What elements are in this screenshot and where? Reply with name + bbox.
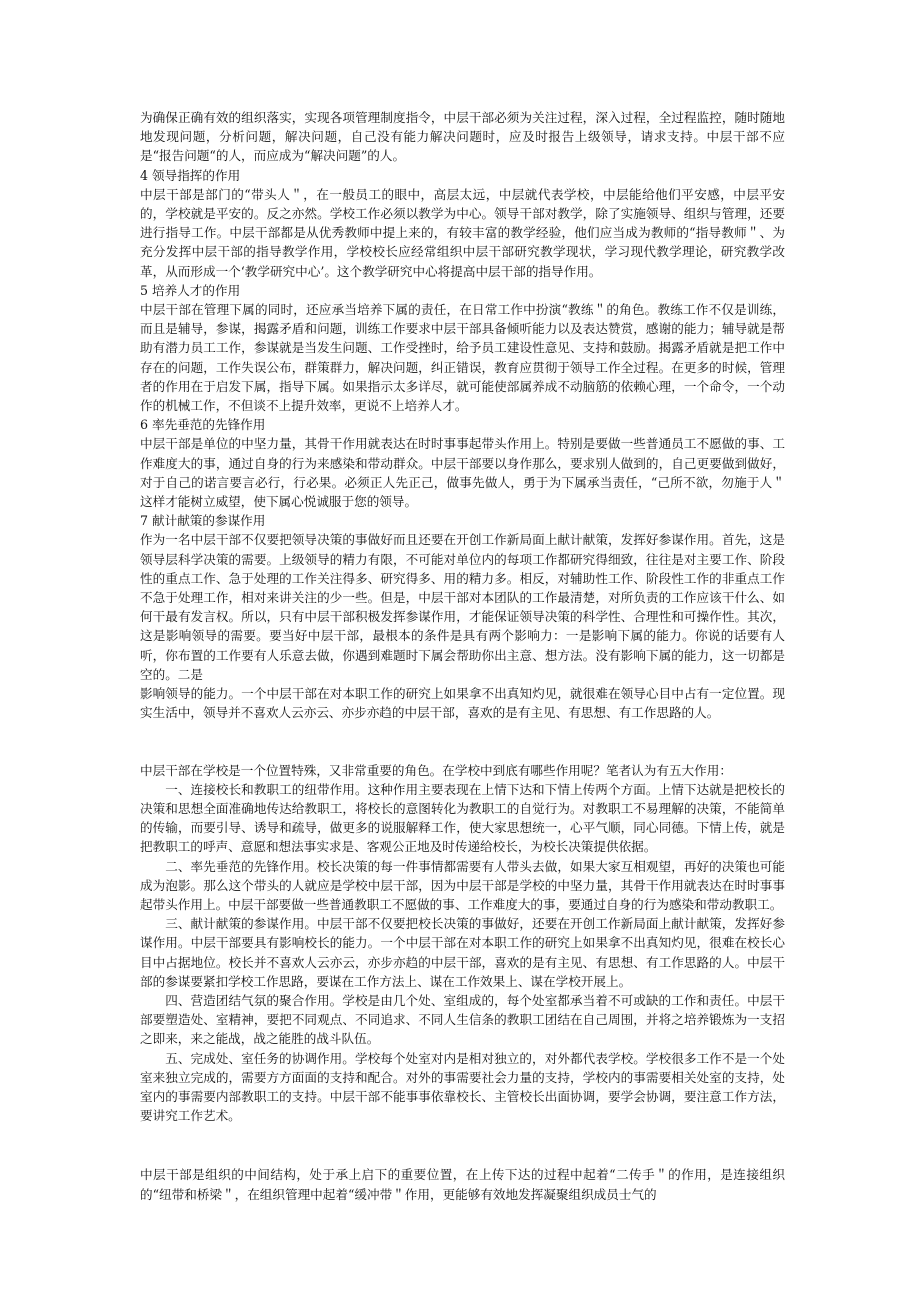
paragraph-school-intro: 中层干部在学校是一个位置特殊，又非常重要的角色。在学校中到底有哪些作用呢？笔者认为有五大作用： bbox=[140, 762, 732, 778]
paragraph-talent-cultivation: 中层干部在管理下属的同时，还应承当培养下属的责任，在日常工作中扮演“教练＂的角色。教练工作不仅是训练，而且是辅导，参谋，揭露矛盾和问题，训练工作要求中层干部具备倾听能力以及表达赞赏，感谢的能力；辅导就是帮助有潜力员工工作，参谋就是当发生问题、工作受挫时，给予员工建设性意见、支持和鼓励。揭露矛盾就是把工作中存在的问题，工作失误公布，群策群力，解决问题，纠正错误，教育应贯彻于领导工作全过程。在更多的时候，管理者的作用在于启发下属，指导下属。如果指示太多详尽，就可能使部属养成不动脑筋的依赖心理，一个命令，一个动作的机械工作，不但谈不上提升效率，更说不上培养人才。 bbox=[140, 302, 785, 414]
section-school-roles bbox=[140, 761, 785, 1126]
paragraph-lead-by-example: 中层干部是单位的中坚力量，其骨干作用就表达在时时事事起带头作用上。特别是要做一些普通员工不愿做的事、工作难度大的事，通过自身的行为来感染和带动群众。中层干部要以身作那么，要求别人做到的，自己更要做到做好，对于自己的诺言要言必行，行必果。必须正人先正己，做事先做人，勇于为下属承当责任，“己所不欲，勿施于人＂这样才能树立威望，使下属心悦诚服于您的领导。 bbox=[140, 436, 785, 510]
paragraph-role-coordination: 五、完成处、室任务的协调作用。学校每个处室对内是相对独立的，对外都代表学校。学校很多工作不是一个处室来独立完成的，需要方方面面的支持和配合。对外的事需要社会力量的支持，学校内的事需要相关处室的支持，处室内的事需要内部教职工的支持。中层干部不能事事依靠校长、主管校长出面协调，要学会协调，要注意工作方法，要讲究工作艺术。 bbox=[140, 1050, 785, 1124]
document-page bbox=[140, 108, 785, 1204]
paragraph-leadership-command: 中层干部是部门的“带头人＂，在一般员工的眼中，高层太远，中层就代表学校，中层能给他们平安感，中层平安的，学校就是平安的。反之亦然。学校工作必须以教学为中心。领导干部对教学，除了实施领导、组织与管理，还要进行指导工作。中层干部都是从优秀教师中提上来的，有较丰富的教学经验，他们应当成为教师的“指导教师＂、为充分发挥中层干部的指导教学作用，学校校长应经常组织中层干部研究教学现状，学习现代教学理论，研究教学改革，从而形成一个‘教学研究中心’。这个教学研究中心将提高中层干部的指导作用。 bbox=[140, 186, 785, 279]
heading-leadership-command: 4 领导指挥的作用 bbox=[140, 167, 241, 183]
section-spacer bbox=[140, 723, 785, 761]
paragraph-advisory-role: 作为一名中层干部不仅要把领导决策的事做好而且还要在开创工作新局面上献计献策，发挥好参谋作用。首先，这是领导层科学决策的需要。上级领导的精力有限，不可能对单位内的每项工作都研究得细致，往往是对主要工作、阶段性的重点工作、急于处理的工作关注得多、研究得多、用的精力多。相反，对辅助性工作、阶段性工作的非重点工作不急于处理工作，相对来讲关注的少一些。但是，中层干部对本团队的工作最清楚，对所负责的工作应该干什么、如何干最有发言权。所以，只有中层干部积极发挥参谋作用，才能保证领导决策的科学性、合理性和可操作性。其次，这是影响领导的需要。要当好中层干部，最根本的条件是具有两个影响力：一是影响下属的能力。你说的话要有人听，你布置的工作要有人乐意去做，你遇到难题时下属会帮助你出主意、想方法。没有影响下属的能力，这一切都是空的。二是 bbox=[140, 532, 785, 682]
paragraph-role-bridge: 一、连接校长和教职工的纽带作用。这种作用主要表现在上情下达和下情上传两个方面。上情下达就是把校长的决策和思想全面准确地传达给教职工，将校长的意图转化为教职工的自觉行为。对教职工不易理解的决策，不能简单的传输，而要引导、诱导和疏导，做更多的说服解释工作，使大家思想统一，心平气顺，同心同德。下情上传，就是把教职工的呼声、意愿和想法事实求是、客观公正地及时传递给校长，为校长决策提供依据。 bbox=[140, 781, 785, 855]
paragraph-problem-solving: 为确保正确有效的组织落实，实现各项管理制度指令，中层干部必须为关注过程，深入过程，全过程监控，随时随地地发现问题，分析问题，解决问题，自己没有能力解决问题时，应及时报告上级领导，请求支持。中层干部不应是“报告问题“的人，而应成为“解决问题”的人。 bbox=[140, 110, 785, 164]
paragraph-role-cohesion: 四、营造团结气氛的聚合作用。学校是由几个处、室组成的，每个处室都承当着不可或缺的工作和责任。中层干部要塑造处、室精神，要把不同观点、不同追求、不同人生信条的教职工团结在自己周围，并将之培养锻炼为一支招之即来，来之能战，战之能胜的战斗队伍。 bbox=[140, 992, 785, 1047]
section-spacer bbox=[140, 1125, 785, 1165]
paragraph-middle-structure: 中层干部是组织的中间结构，处于承上启下的重要位置，在上传下达的过程中起着“二传手＂的作用，是连接组织的“纽带和桥梁＂，在组织管理中起着“缓冲带＂作用，更能够有效地发挥凝聚组织成员士气的 bbox=[140, 1167, 785, 1202]
heading-lead-by-example: 6 率先垂范的先锋作用 bbox=[140, 417, 266, 433]
heading-talent-cultivation: 5 培养人才的作用 bbox=[140, 282, 241, 298]
paragraph-role-advisor: 三、献计献策的参谋作用。中层干部不仅要把校长决策的事做好，还要在开创工作新局面上献计献策，发挥好参谋作用。中层干部要具有影响校长的能力。一个中层干部在对本职工作的研究上如果拿不出真知灼见，很难在校长心目中占据地位。校长并不喜欢人云亦云，亦步亦趋的中层干部，喜欢的是有主见、有思想、有工作思路的人。中层干部的参谋要紧扣学校工作思路，要谋在工作方法上、谋在工作效果上、谋在学校开展上。 bbox=[140, 916, 785, 989]
section-middle-structure bbox=[140, 1165, 785, 1203]
section-leadership-roles bbox=[140, 108, 785, 723]
heading-advisory-role: 7 献计献策的参谋作用 bbox=[140, 513, 266, 529]
paragraph-role-pioneer: 二、率先垂范的先锋作用。校长决策的每一件事情都需要有人带头去做，如果大家互相观望，再好的决策也可能成为泡影。那么这个带头的人就应是学校中层干部，因为中层干部是学校的中坚力量，其骨干作用就表达在时时事事起带头作用上。中层干部要做一些普通教职工不愿做的事、工作难度大的事，要通过自身的行为感染和带动教职工。 bbox=[140, 858, 785, 912]
paragraph-influence-leadership: 影响领导的能力。一个中层干部在对本职工作的研究上如果拿不出真知灼见，就很难在领导心目中占有一定位置。现实生活中，领导并不喜欢人云亦云、亦步亦趋的中层干部，喜欢的是有主见、有思想、有工作思路的人。 bbox=[140, 686, 785, 721]
